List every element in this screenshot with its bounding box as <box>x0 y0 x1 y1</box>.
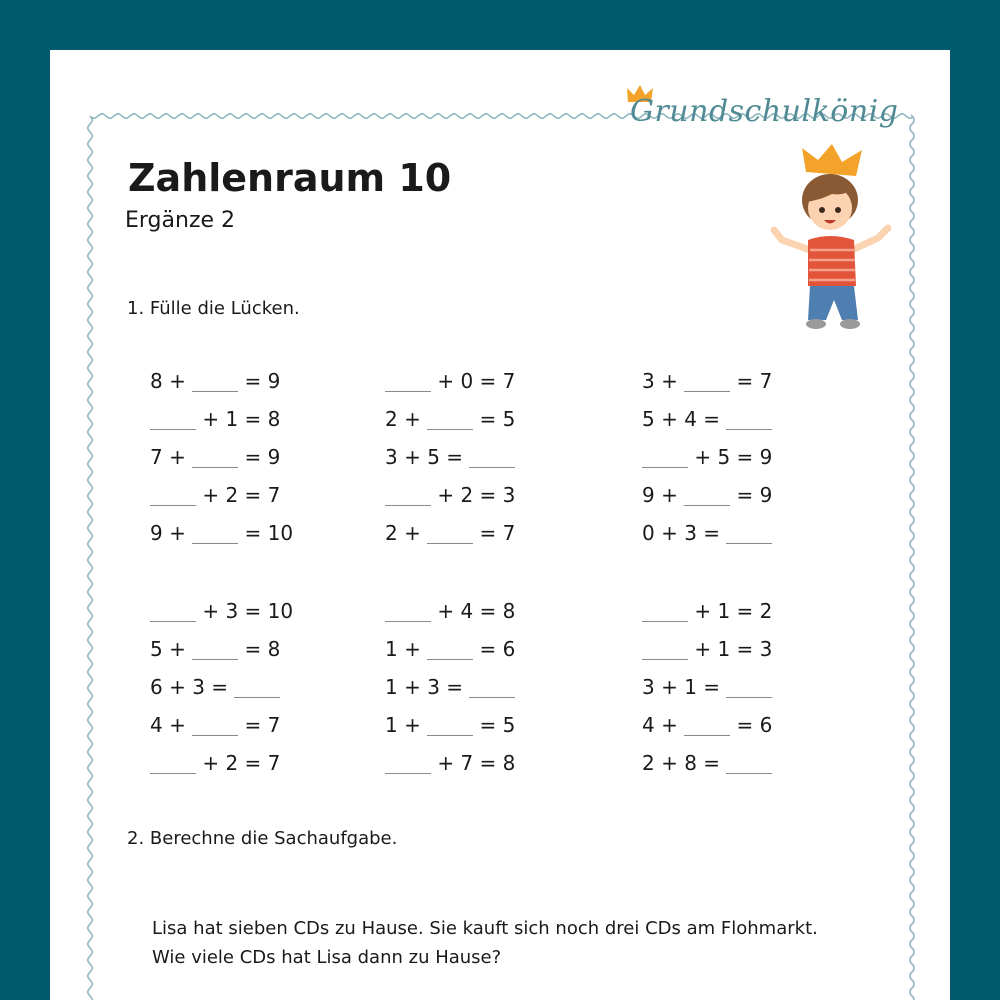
equation <box>150 748 280 778</box>
equation-term: = 9 <box>238 445 281 469</box>
equation <box>150 480 280 510</box>
answer-blank[interactable] <box>427 658 473 660</box>
equation <box>385 634 515 664</box>
answer-blank[interactable] <box>684 504 730 506</box>
equation-term: 8 + <box>150 369 193 393</box>
answer-blank[interactable] <box>150 504 196 506</box>
equation-term: = 5 <box>473 407 516 431</box>
equation-term: = 6 <box>730 713 773 737</box>
equation <box>150 366 280 396</box>
worksheet-page <box>50 50 950 1000</box>
answer-blank[interactable] <box>726 542 772 544</box>
equation-term: + 1 = 2 <box>688 599 773 623</box>
answer-blank[interactable] <box>684 390 730 392</box>
equation-term: = 8 <box>238 637 281 661</box>
answer-blank[interactable] <box>192 734 238 736</box>
equation-term: = 7 <box>473 521 516 545</box>
answer-blank[interactable] <box>385 772 431 774</box>
answer-blank[interactable] <box>385 504 431 506</box>
equation-term: = 5 <box>473 713 516 737</box>
equation-term: 7 + <box>150 445 193 469</box>
equation-term: 3 + 1 = <box>642 675 727 699</box>
answer-blank[interactable] <box>385 620 431 622</box>
equation-term: = 6 <box>473 637 516 661</box>
answer-blank[interactable] <box>726 772 772 774</box>
answer-blank[interactable] <box>385 390 431 392</box>
equation <box>642 404 772 434</box>
equation-term: 1 + <box>385 637 428 661</box>
equation-term: 3 + <box>642 369 685 393</box>
answer-blank[interactable] <box>150 428 196 430</box>
equation <box>385 748 515 778</box>
equation-term: 5 + <box>150 637 193 661</box>
equation <box>150 518 293 548</box>
equation <box>642 518 772 548</box>
equation-term: + 1 = 3 <box>688 637 773 661</box>
equation <box>642 710 772 740</box>
answer-blank[interactable] <box>726 428 772 430</box>
equation-term: 4 + <box>642 713 685 737</box>
equation <box>385 518 515 548</box>
equation <box>642 748 772 778</box>
equation <box>642 672 772 702</box>
equation <box>150 672 280 702</box>
equation-term: 2 + <box>385 407 428 431</box>
equation <box>385 710 515 740</box>
answer-blank[interactable] <box>192 658 238 660</box>
equation-term: + 0 = 7 <box>431 369 516 393</box>
equation-term: + 7 = 8 <box>431 751 516 775</box>
equation <box>385 404 515 434</box>
equation-term: = 7 <box>730 369 773 393</box>
answer-blank[interactable] <box>642 466 688 468</box>
equation <box>385 366 515 396</box>
answer-blank[interactable] <box>427 542 473 544</box>
equation-term: 1 + 3 = <box>385 675 470 699</box>
task-2-instruction: 2. Berechne die Sachaufgabe. <box>127 828 398 849</box>
answer-blank[interactable] <box>726 696 772 698</box>
page-title: Zahlenraum 10 <box>128 156 452 200</box>
equation-term: = 9 <box>730 483 773 507</box>
equation-term: + 5 = 9 <box>688 445 773 469</box>
answer-blank[interactable] <box>684 734 730 736</box>
equation <box>385 596 515 626</box>
equation-term: 6 + 3 = <box>150 675 235 699</box>
answer-blank[interactable] <box>192 390 238 392</box>
logo-text: Grundschulkönig <box>630 94 899 129</box>
answer-blank[interactable] <box>469 466 515 468</box>
answer-blank[interactable] <box>150 620 196 622</box>
equation <box>385 442 515 472</box>
task-1-instruction: 1. Fülle die Lücken. <box>127 298 300 319</box>
answer-blank[interactable] <box>642 658 688 660</box>
equation-term: = 10 <box>238 521 294 545</box>
equation-term: 2 + 8 = <box>642 751 727 775</box>
equation-term: 0 + 3 = <box>642 521 727 545</box>
equation-term: 9 + <box>642 483 685 507</box>
equation-term: 3 + 5 = <box>385 445 470 469</box>
equation-term: + 1 = 8 <box>196 407 281 431</box>
word-problem-line-1: Lisa hat sieben CDs zu Hause. Sie kauft sich noch drei CDs am Flohmarkt. <box>152 918 818 939</box>
equation-term: 1 + <box>385 713 428 737</box>
answer-blank[interactable] <box>192 466 238 468</box>
equation <box>150 442 280 472</box>
equation-term: 5 + 4 = <box>642 407 727 431</box>
equation <box>150 710 280 740</box>
equation <box>150 404 280 434</box>
answer-blank[interactable] <box>150 772 196 774</box>
equation <box>150 596 293 626</box>
equation-term: 4 + <box>150 713 193 737</box>
equation-term: + 2 = 7 <box>196 483 281 507</box>
word-problem-line-2: Wie viele CDs hat Lisa dann zu Hause? <box>152 947 502 968</box>
equation-term: + 3 = 10 <box>196 599 294 623</box>
equation-term: 9 + <box>150 521 193 545</box>
answer-blank[interactable] <box>427 428 473 430</box>
equation-term: + 2 = 7 <box>196 751 281 775</box>
equation <box>385 672 515 702</box>
equation-term: + 4 = 8 <box>431 599 516 623</box>
equation <box>642 596 772 626</box>
answer-blank[interactable] <box>234 696 280 698</box>
word-problem <box>152 914 818 972</box>
equation-term: = 7 <box>238 713 281 737</box>
page-subtitle: Ergänze 2 <box>125 208 236 233</box>
equation <box>642 480 772 510</box>
equation <box>642 634 772 664</box>
answer-blank[interactable] <box>469 696 515 698</box>
answer-blank[interactable] <box>192 542 238 544</box>
equation <box>642 442 772 472</box>
equation <box>150 634 280 664</box>
equation <box>642 366 772 396</box>
boy-with-crown-illustration <box>762 142 902 332</box>
equation-term: 2 + <box>385 521 428 545</box>
answer-blank[interactable] <box>427 734 473 736</box>
equation <box>385 480 515 510</box>
equation-term: = 9 <box>238 369 281 393</box>
equation-term: + 2 = 3 <box>431 483 516 507</box>
answer-blank[interactable] <box>642 620 688 622</box>
